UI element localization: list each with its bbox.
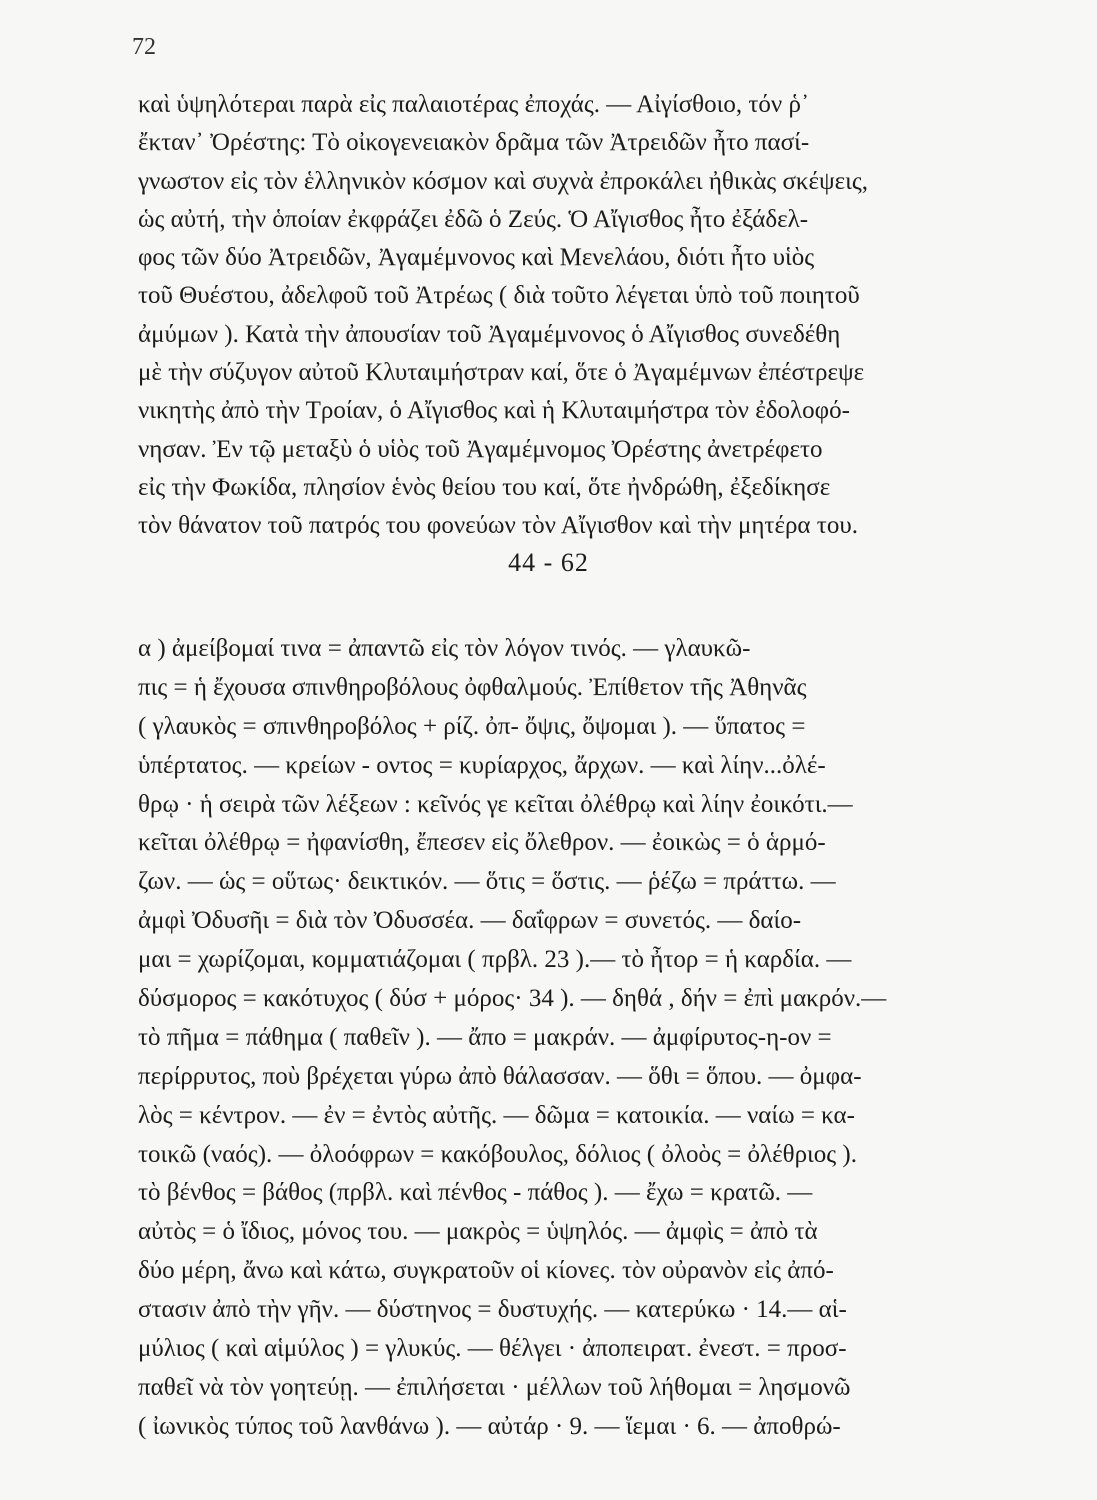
text-line: τὸ πῆμα = πάθημα ( παθεῖν ). — ἄπο = μακράν. — ἀμφίρυτος-η-ον =	[138, 1023, 832, 1051]
text-line: νικητὴς ἀπὸ τὴν Τροίαν, ὁ Αἴγισθος καὶ ἡ Κλυταιμήστρα τὸν ἐδολοφό-	[138, 397, 850, 425]
glossary-paragraph	[138, 630, 998, 1447]
text-line: α ) ἀμείβομαί τινα = ἀπαντῶ εἰς τὸν λόγον τινός. — γλαυκῶ-	[138, 635, 751, 662]
text-line: ἀμφὶ Ὀδυσῆι = διὰ τὸν Ὀδυσσέα. — δαΐφρων = συνετός. — δαίο-	[138, 907, 802, 935]
text-line: νησαν. Ἐν τῷ μεταξὺ ὁ υἱὸς τοῦ Ἀγαμέμνομος Ὀρέστης ἀνετρέφετο	[138, 435, 823, 463]
text-line: ( ἰωνικὸς τύπος τοῦ λανθάνω ). — αὐτάρ · 9. — ἵεμαι · 6. — ἀποθρώ-	[138, 1412, 841, 1440]
text-line: φος τῶν δύο Ἀτρειδῶν, Ἀγαμέμνονος καὶ Μενελάου, διότι ἦτο υἱὸς	[138, 244, 815, 272]
text-line: μὲ τὴν σύζυγον αὐτοῦ Κλυταιμήστραν καί, ὅτε ὁ Ἀγαμέμνων ἐπέστρεψε	[138, 359, 865, 387]
text-line: κεῖται ὀλέθρῳ = ἠφανίσθη, ἔπεσεν εἰς ὄλεθρον. — ἐοικὼς = ὁ ἁρμό-	[138, 829, 826, 857]
text-line: περίρρυτος, ποὺ βρέχεται γύρω ἀπὸ θάλασσαν. — ὅθι = ὅπου. — ὀμφα-	[138, 1062, 862, 1090]
text-line: εἰς τὴν Φωκίδα, πλησίον ἑνὸς θείου του καί, ὅτε ἠνδρώθη, ἐξεδίκησε	[138, 473, 831, 501]
text-line: πις = ἡ ἔχουσα σπινθηροβόλους ὀφθαλμούς. Ἐπίθετον τῆς Ἀθηνᾶς	[138, 673, 807, 701]
text-line: ὑπέρτατος. — κρείων - οντος = κυρίαρχος, ἄρχων. — καὶ λίην...ὀλέ-	[138, 751, 826, 779]
page-number: 72	[132, 34, 156, 60]
text-line: καὶ ὑψηλότεραι παρὰ εἰς παλαιοτέρας ἐποχάς. — Αἰγίσθοιο, τόν ῥ᾽	[138, 91, 810, 118]
text-line: ἀμύμων ). Κατὰ τὴν ἀπουσίαν τοῦ Ἀγαμέμνονος ὁ Αἴγισθος συνεδέθη	[138, 320, 841, 348]
text-line: παθεῖ νὰ τὸν γοητεύῃ. — ἐπιλήσεται · μέλλων τοῦ λήθομαι = λησμονῶ	[138, 1373, 851, 1401]
text-line: στασιν ἀπὸ τὴν γῆν. — δύστηνος = δυστυχής. — κατερύκω · 14.— αἱ-	[138, 1296, 847, 1324]
text-line: θρῳ · ἡ σειρὰ τῶν λέξεων : κεῖνός γε κεῖται ὀλέθρῳ καὶ λίην ἐοικότι.—	[138, 790, 853, 818]
text-line: δύο μέρη, ἄνω καὶ κάτω, συγκρατοῦν οἱ κίονες. τὸν οὐρανὸν εἰς ἀπό-	[138, 1257, 834, 1285]
section-heading: 44 - 62	[508, 548, 589, 577]
text-line: τοῦ Θυέστου, ἀδελφοῦ τοῦ Ἀτρέως ( διὰ τοῦτο λέγεται ὑπὸ τοῦ ποιητοῦ	[138, 282, 860, 310]
text-line: λὸς = κέντρον. — ἐν = ἐντὸς αὐτῆς. — δῶμα = κατοικία. — ναίω = κα-	[138, 1101, 855, 1129]
text-line: αὐτὸς = ὁ ἴδιος, μόνος του. — μακρὸς = ὑψηλός. — ἀμφὶς = ἀπὸ τὰ	[138, 1218, 818, 1246]
text-line: ζων. — ὡς = οὕτως· δεικτικόν. — ὅτις = ὅστις. — ῥέζω = πράττω. —	[138, 868, 836, 896]
text-line: γνωστον εἰς τὸν ἑλληνικὸν κόσμον καὶ συχνὰ ἐπροκάλει ἠθικὰς σκέψεις,	[138, 167, 869, 195]
text-line: μαι = χωρίζομαι, κομματιάζομαι ( πρβλ. 23 ).— τὸ ἦτορ = ἡ καρδία. —	[138, 946, 852, 974]
text-line: τοικῶ (ναός). — ὀλοόφρων = κακόβουλος, δόλιος ( ὀλοὸς = ὀλέθριος ).	[138, 1140, 857, 1168]
text-line: μύλιος ( καὶ αἱμύλος ) = γλυκύς. — θέλγει · ἀποπειρατ. ἐνεστ. = προσ-	[138, 1335, 847, 1363]
text-line: τὸν θάνατον τοῦ πατρός του φονεύων τὸν Αἴγισθον καὶ τὴν μητέρα του.	[138, 512, 858, 540]
text-line: ( γλαυκὸς = σπινθηροβόλος + ρίζ. ὀπ- ὄψις, ὄψομαι ). — ὕπατος =	[138, 712, 806, 740]
text-line: τὸ βένθος = βάθος (πρβλ. καὶ πένθος - πάθος ). — ἔχω = κρατῶ. —	[138, 1179, 813, 1207]
text-line: ἔκταν᾽ Ὀρέστης: Τὸ οἰκογενειακὸν δρᾶμα τῶν Ἀτρειδῶν ἦτο πασί-	[138, 129, 810, 157]
text-line: δύσμορος = κακότυχος ( δύσ + μόρος· 34 ). — δηθά , δήν = ἐπὶ μακρόν.—	[138, 985, 887, 1013]
text-line: ὡς αὐτή, τὴν ὁποίαν ἐκφράζει ἐδῶ ὁ Ζεύς. Ὁ Αἴγισθος ἦτο ἐξάδελ-	[138, 205, 809, 233]
commentary-paragraph	[138, 86, 998, 546]
